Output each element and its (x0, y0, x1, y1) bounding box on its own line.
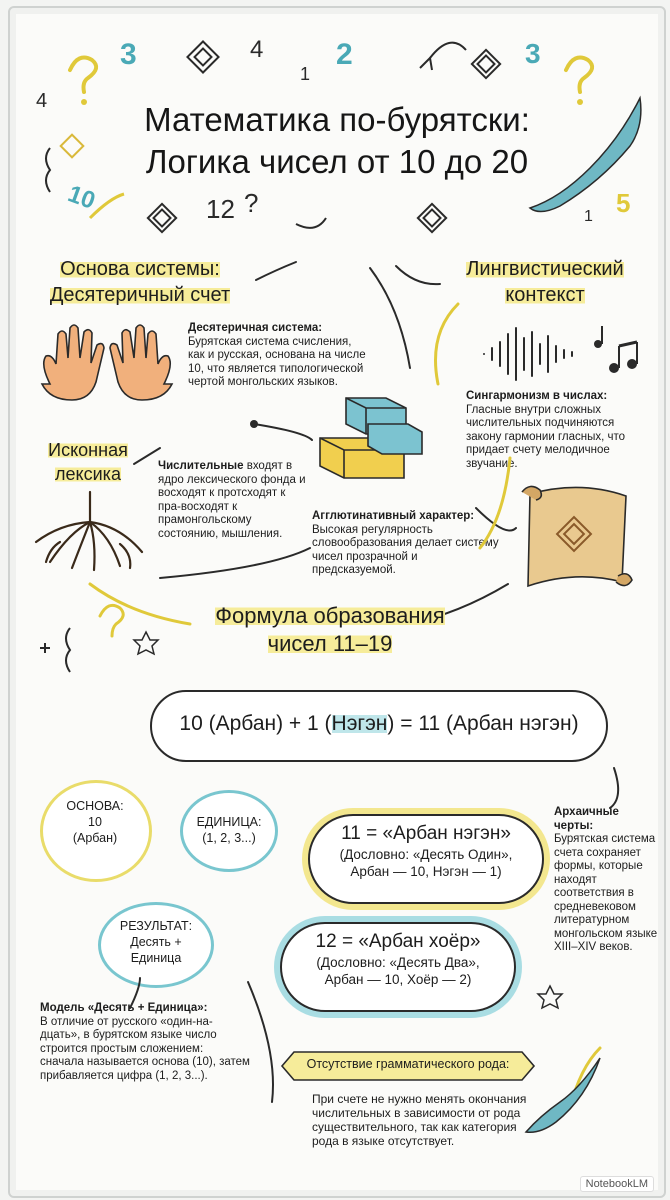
doodle-layer (30, 598, 160, 678)
doodle-number: 1 (300, 64, 311, 84)
example-12-text: 12 = «Арбан хоёр» (Дословно: «Десять Два», Арбан — 10, Хоёр — 2) (315, 931, 481, 987)
section-base-text: Десятеричная система: Бурятская система счисления, как и русская, основана на числе 10, что является типологической чертой монгольских языков. (188, 322, 366, 388)
watermark: NotebookLM (580, 1176, 654, 1192)
section-ling-text: Сингармонизм в числах: Гласные внутри сложных числительных подчиняются закону гармонии гласных, что придает счету мелодичное звучание. (466, 390, 626, 470)
page-subtitle: Логика чисел от 10 до 20 (145, 143, 529, 180)
whiteboard (8, 6, 666, 1198)
question-mark-icon (70, 58, 96, 92)
section-agglut-text: Агглютинативный характер: Высокая регулярность словообразования делает систему чисел прозрачной и предсказуемой. (312, 510, 499, 576)
page-title: Математика по-бурятски: (144, 101, 530, 138)
doodle-number: 5 (616, 188, 631, 218)
archaic-text: Архаичные черты: Бурятская система счета сохраняет формы, которые находят соответствия в средневековом литературном монгольском языке XIII–XIV веков. (554, 806, 658, 953)
section-base-heading: Основа системы: Десятеричный счет (49, 258, 231, 306)
doodle-number: 4 (250, 36, 264, 63)
endless-knot-icon (187, 41, 218, 72)
gender-text: При счете не нужно менять окончания числительных в зависимости от рода существительного, так как категория рода в языке отсутствует. (312, 1092, 527, 1148)
question-mark-icon (100, 605, 123, 636)
endless-knot-icon (148, 204, 176, 232)
section-ling-heading: Лингвистический контекст (466, 258, 624, 306)
doodle-number: 12 (206, 194, 235, 224)
doodle-number: 4 (36, 90, 48, 112)
formula-equation: 10 (Арбан) + 1 (Нэгэн) = 11 (Арбан нэгэн) (179, 712, 579, 735)
star-icon (134, 632, 158, 654)
section-lexicon-text: Числительные входят в ядро лексического фонда и восходят к протсходят к пра-восходят к прамонгольскому состоянию, мышления. (158, 460, 306, 540)
question-mark-icon: ? (244, 188, 259, 218)
example-11-text: 11 = «Арбан нэгэн» (Дословно: «Десять Один», Арбан — 10, Нэгэн — 1) (339, 823, 513, 879)
doodle-number: 1 (584, 208, 593, 225)
doodle-number: 3 (120, 38, 137, 71)
doodle-number: 3 (525, 38, 541, 69)
osnova-text: ОСНОВА: 10 (Арбан) (66, 799, 124, 845)
section-lexicon-heading: Исконная лексика (48, 440, 128, 484)
doodle-number: 10 (64, 180, 99, 215)
question-mark-icon (566, 58, 592, 92)
star-icon (538, 986, 562, 1008)
endless-knot-icon (472, 50, 500, 78)
doodle-number: 2 (336, 38, 353, 71)
result-text: РЕЗУЛЬТАТ: Десять + Единица (119, 919, 193, 965)
endless-knot-icon (418, 204, 446, 232)
model-text: Модель «Десять + Единица»: В отличие от русского «один-на-дцать», в бурятском языке число строится простым сложением: сначала называется основа (10), затем прибавляется цифра (1, 2, 3...). (40, 1002, 250, 1082)
unit-text: ЕДИНИЦА: (1, 2, 3...) (196, 815, 262, 845)
gender-banner-label: Отсутствие грамматического рода: (306, 1057, 510, 1071)
formula-heading: Формула образования чисел 11–19 (215, 603, 445, 656)
arrows-layer (10, 248, 664, 648)
